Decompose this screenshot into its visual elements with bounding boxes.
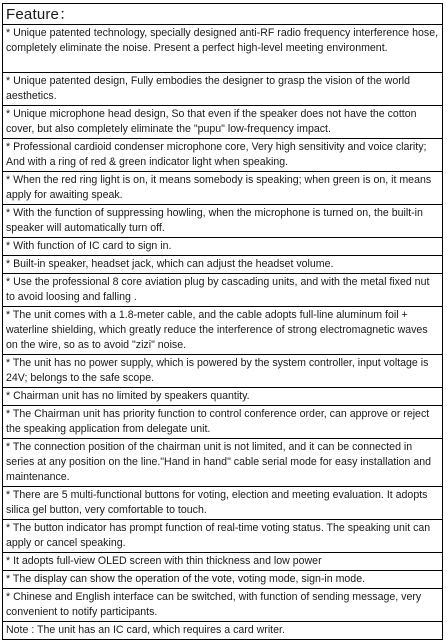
feature-item: * With function of IC card to sign in.	[3, 238, 442, 256]
note-row: Note : The unit has an IC card, which requires a card writer.	[6, 624, 285, 636]
feature-item: * Built-in speaker, headset jack, which can adjust the headset volume.	[3, 256, 442, 274]
feature-item: * Unique patented design, Fully embodies the designer to grasp the vision of the world aesthetics.	[3, 73, 442, 106]
feature-item: * Professional cardioid condenser microphone core, Very high sensitivity and voice clarity; And with a ring of red & green indicator light when speaking.	[3, 139, 442, 172]
feature-item: * The unit comes with a 1.8-meter cable, and the cable adopts full-line aluminum foil + waterline shielding, which greatly reduce the interference of strong electromagnetic waves on the wire, so as to avoid "zizi" noise.	[3, 307, 442, 355]
feature-item: * The button indicator has prompt function of real-time voting status. The speaking unit can apply or cancel speaking.	[3, 520, 442, 553]
feature-item: * The unit has no power supply, which is powered by the system controller, input voltage is 24V; belongs to the safe scope.	[3, 355, 442, 388]
feature-item: * The display can show the operation of the vote, voting mode, sign-in mode.	[3, 571, 442, 589]
feature-table	[2, 3, 443, 640]
feature-item: * The connection position of the chairman unit is not limited, and it can be connected in series at any position on the line."Hand in hand" cable serial mode for easy installation and maintenance.	[3, 439, 442, 487]
feature-item: * It adopts full-view OLED screen with thin thickness and low power	[3, 553, 442, 571]
feature-heading: Feature：	[3, 4, 442, 25]
feature-item: * Chairman unit has no limited by speakers quantity.	[3, 388, 442, 406]
feature-item: * Unique microphone head design, So that even if the speaker does not have the cotton cover, but also completely eliminate the "pupu" low-frequency impact.	[3, 106, 442, 139]
feature-item: * Chinese and English interface can be switched, with function of sending message, very convenient to notify participants.	[3, 589, 442, 622]
feature-item: * When the red ring light is on, it means somebody is speaking; when green is on, it means apply for awaiting speak.	[3, 172, 442, 205]
feature-item: * Unique patented technology, specially designed anti-RF radio frequency interference hose, completely eliminate the noise. Present a perfect high-level meeting environment.	[3, 25, 442, 73]
feature-item: * The Chairman unit has priority function to control conference order, can approve or reject the speaking application from delegate unit.	[3, 406, 442, 439]
feature-item: * With the function of suppressing howling, when the microphone is turned on, the built-in speaker will automatically turn off.	[3, 205, 442, 238]
feature-item: * Use the professional 8 core aviation plug by cascading units, and with the metal fixed nut to avoid loosing and falling .	[3, 274, 442, 307]
feature-item: * There are 5 multi-functional buttons for voting, election and meeting evaluation. It adopts silica gel button, very comfortable to touch.	[3, 487, 442, 520]
